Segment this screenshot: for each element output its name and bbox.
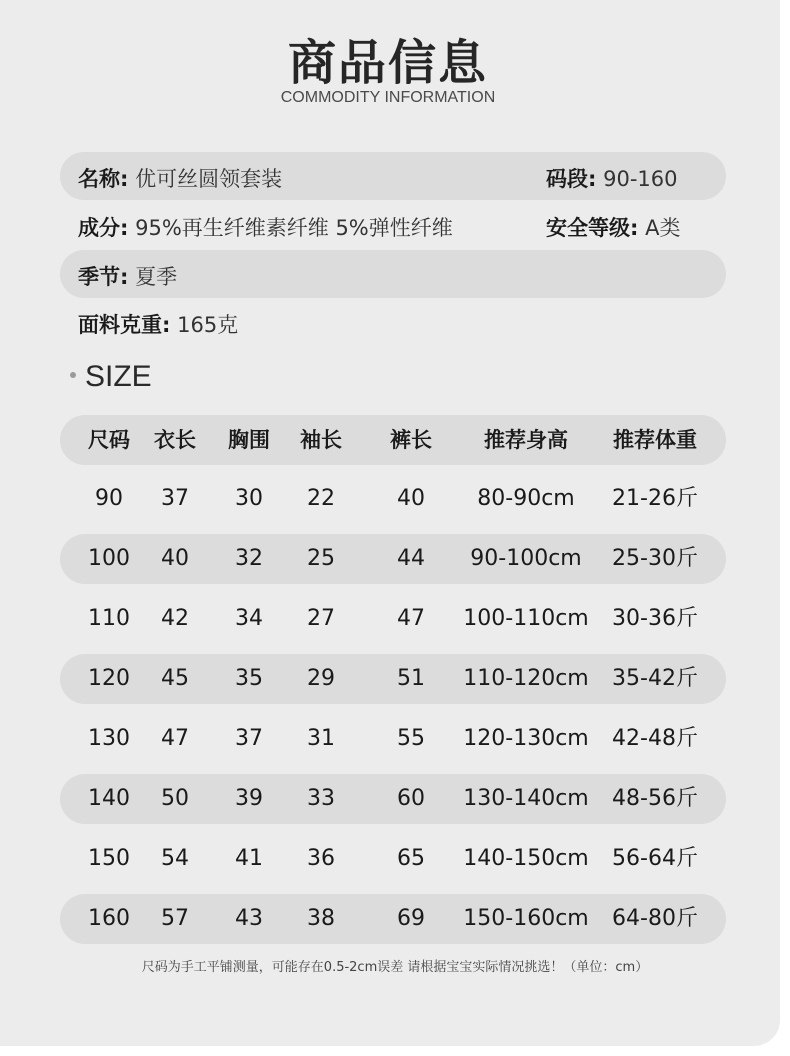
info-season <box>78 261 177 291</box>
cell-length: 40 <box>161 546 189 571</box>
header-cell-size: 尺码 <box>88 428 130 452</box>
cell-height: 150-160cm <box>463 906 589 931</box>
cell-chest: 39 <box>235 786 263 811</box>
cell-pants: 65 <box>397 846 425 871</box>
cell-weight: 25-30斤 <box>612 546 698 571</box>
cell-pants: 51 <box>397 666 425 691</box>
cell-chest: 37 <box>235 726 263 751</box>
size-section-heading <box>70 360 152 394</box>
cell-weight: 48-56斤 <box>612 786 698 811</box>
info-composition <box>78 212 453 242</box>
table-row <box>60 654 726 704</box>
cell-size: 150 <box>88 846 130 871</box>
cell-weight: 35-42斤 <box>612 666 698 691</box>
cell-length: 45 <box>161 666 189 691</box>
cell-size: 120 <box>88 666 130 691</box>
cell-size: 140 <box>88 786 130 811</box>
cell-sleeve: 38 <box>307 906 335 931</box>
cell-length: 37 <box>161 486 189 511</box>
weight-label: 面料克重: <box>78 313 171 337</box>
cell-sleeve: 29 <box>307 666 335 691</box>
size-range-label: 码段: <box>546 167 597 191</box>
cell-chest: 32 <box>235 546 263 571</box>
cell-chest: 35 <box>235 666 263 691</box>
info-row-weight <box>60 298 726 346</box>
cell-length: 47 <box>161 726 189 751</box>
header-cell-length: 衣长 <box>154 428 196 452</box>
table-row <box>60 894 726 944</box>
cell-size: 90 <box>95 486 123 511</box>
info-safety <box>546 212 680 242</box>
table-row <box>60 714 726 764</box>
cell-height: 140-150cm <box>463 846 589 871</box>
weight-value: 165克 <box>177 313 239 337</box>
name-value: 优可丝圆领套装 <box>135 167 283 191</box>
cell-sleeve: 25 <box>307 546 335 571</box>
safety-label: 安全等级: <box>546 216 639 240</box>
cell-weight: 42-48斤 <box>612 726 698 751</box>
cell-sleeve: 27 <box>307 606 335 631</box>
table-row <box>60 594 726 644</box>
info-weight <box>78 309 238 339</box>
cell-size: 100 <box>88 546 130 571</box>
cell-chest: 43 <box>235 906 263 931</box>
table-header-row <box>60 415 726 465</box>
cell-weight: 21-26斤 <box>612 486 698 511</box>
cell-height: 110-120cm <box>463 666 589 691</box>
cell-height: 130-140cm <box>463 786 589 811</box>
info-row-name <box>60 152 726 200</box>
composition-value: 95%再生纤维素纤维 5%弹性纤维 <box>135 216 453 240</box>
cell-pants: 60 <box>397 786 425 811</box>
header-cell-weight: 推荐体重 <box>613 428 697 452</box>
header-cell-height: 推荐身高 <box>484 428 568 452</box>
page-subtitle: COMMODITY INFORMATION <box>280 89 496 106</box>
cell-length: 42 <box>161 606 189 631</box>
cell-length: 54 <box>161 846 189 871</box>
cell-sleeve: 22 <box>307 486 335 511</box>
cell-chest: 34 <box>235 606 263 631</box>
info-row-season <box>60 250 726 298</box>
cell-size: 110 <box>88 606 130 631</box>
cell-pants: 55 <box>397 726 425 751</box>
cell-weight: 56-64斤 <box>612 846 698 871</box>
cell-weight: 64-80斤 <box>612 906 698 931</box>
header-cell-chest: 胸围 <box>228 428 270 452</box>
cell-pants: 40 <box>397 486 425 511</box>
header-cell-pants: 裤长 <box>390 428 432 452</box>
info-size-range <box>546 163 677 193</box>
cell-height: 90-100cm <box>470 546 582 571</box>
cell-chest: 41 <box>235 846 263 871</box>
cell-height: 100-110cm <box>463 606 589 631</box>
page-title: 商品信息 <box>287 35 488 91</box>
composition-label: 成分: <box>78 216 129 240</box>
name-label: 名称: <box>78 167 129 191</box>
size-section-title: SIZE <box>85 360 152 393</box>
cell-pants: 69 <box>397 906 425 931</box>
table-row <box>60 834 726 884</box>
cell-size: 130 <box>88 726 130 751</box>
cell-length: 50 <box>161 786 189 811</box>
info-row-composition <box>60 201 726 249</box>
header-cell-sleeve: 袖长 <box>300 428 342 452</box>
cell-weight: 30-36斤 <box>612 606 698 631</box>
measurement-note: 尺码为手工平铺测量，可能存在0.5-2cm误差 请根据宝宝实际情况挑选！（单位：cm） <box>141 960 649 975</box>
table-row <box>60 534 726 584</box>
season-value: 夏季 <box>135 265 178 289</box>
cell-chest: 30 <box>235 486 263 511</box>
cell-sleeve: 33 <box>307 786 335 811</box>
cell-height: 80-90cm <box>477 486 575 511</box>
info-name <box>78 163 282 193</box>
cell-pants: 44 <box>397 546 425 571</box>
table-row <box>60 474 726 524</box>
cell-length: 57 <box>161 906 189 931</box>
cell-pants: 47 <box>397 606 425 631</box>
cell-size: 160 <box>88 906 130 931</box>
size-range-value: 90-160 <box>603 167 678 191</box>
cell-height: 120-130cm <box>463 726 589 751</box>
season-label: 季节: <box>78 265 129 289</box>
cell-sleeve: 36 <box>307 846 335 871</box>
cell-sleeve: 31 <box>307 726 335 751</box>
bullet-dot-icon <box>70 372 76 378</box>
table-row <box>60 774 726 824</box>
safety-value: A类 <box>645 216 681 240</box>
